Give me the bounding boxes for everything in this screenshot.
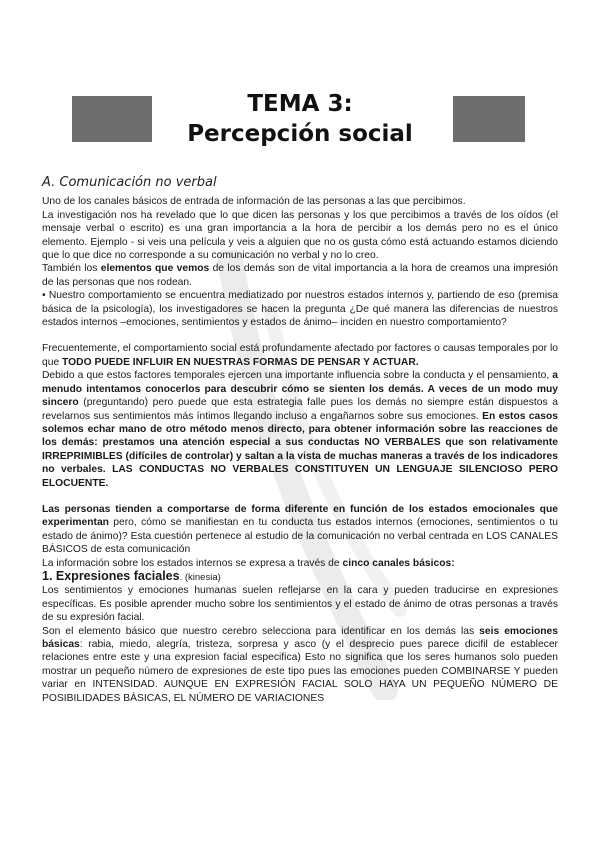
text-run: Frecuentemente, el comportamiento social está profundamente afectado por factores o causas temporales por lo que (42, 343, 558, 368)
text-run: También los (42, 263, 101, 275)
subsection-title: 1. Expresiones faciales (42, 568, 180, 583)
bold-text: cinco canales básicos: (342, 557, 455, 569)
text-run: pero, cómo se manifiestan en tu conducta tus estados internos (emociones, sentimientos o tu estado de ánimo)? Esta cuestión pertenece al estudio de la comunicación no verbal centrada en LOS CANALES BÁSICOS de esta comunicación (42, 517, 558, 556)
paragraph (42, 503, 558, 557)
paragraph: Los sentimientos y emociones humanas suelen reflejarse en la cara y pueden traducirse en expresiones específicas. Es posible aprender mucho sobre los sentimientos y el estado de ánimo de otras personas a través de su expresión facial. (42, 585, 558, 624)
paragraph (42, 369, 558, 490)
page-title-line1: TEMA 3: (247, 91, 353, 117)
bold-text: TODO PUEDE INFLUIR EN NUESTRAS FORMAS DE PENSAR Y ACTUAR. (62, 356, 419, 368)
subsection-note: . (kinesia) (179, 571, 221, 583)
text-run: : rabia, miedo, alegría, tristeza, sorpresa y asco (y el desprecio pues parece dicifil de establecer relaciones entre este y una expresion facial especifica) Esto no significa que los seres humanos solo pueden mostrar un pequeño número de expresiones de este tipo pues las emociones pueden COMBINARSE Y pueden variar en INTENSIDAD. AUNQUE EN EXPRESIÓN FACIAL SOLO HAYA UN PEQUEÑO NÚMERO DE POSIBILIDADES BÁSICAS, EL NÚMERO DE VARIACIONES (42, 639, 558, 704)
paragraph (42, 557, 558, 570)
spacer (42, 490, 558, 503)
bold-text: a menudo intentamos conocerlos para descubrir cómo se sienten los demás. A veces de un modo muy sincero (42, 370, 558, 409)
bold-text: seis emociones básicas (42, 625, 558, 650)
paragraph (42, 625, 558, 705)
spacer (42, 329, 558, 342)
paragraph (42, 342, 558, 369)
text-run: Debido a que estos factores temporales ejercen una importante influencia sobre la conducta y el pensamiento, (42, 370, 553, 382)
text-run: La información sobre los estados internos se expresa a través de (42, 557, 343, 569)
text-run: de los demás son de vital importancia a la hora de creamos una impresión de las personas que nos rodean. (42, 263, 558, 288)
page-title-line2: Percepción social (187, 121, 413, 147)
bold-text: Las personas tienden a comportarse de forma diferente en función de los estados emocionales que experimentan (42, 503, 558, 529)
section-heading: A. Comunicación no verbal (42, 175, 217, 190)
subsection-heading (42, 570, 558, 584)
paragraph (42, 262, 558, 289)
paragraph: Uno de los canales básicos de entrada de información de las personas a las que percibimos. (42, 196, 466, 208)
paragraph: • Nuestro comportamiento se encuentra mediatizado por nuestros estados internos y, partiendo de eso (premisa básica de la psicología), los investigadores se hacen la pregunta ¿De qué manera las diferencias de nuestros estados internos –emociones, sentimientos y estados de ánimo– inciden en nuestro comportamiento? (42, 290, 558, 329)
bold-text: elementos que vemos (100, 263, 210, 275)
document-body (42, 176, 558, 705)
bold-text: En estos casos solemos echar mano de otro método menos directo, para obtener información sobre las reacciones de los demás: prestamos una atención especial a sus conductas NO VERBALES que son relativamente IRREPRIMIBLES (difíciles de controlar) y saltan a la vista de muchas maneras a través de los indicadores no verbales. LAS CONDUCTAS NO VERBALES CONSTITUYEN UN LENGUAJE SILENCIOSO PERO ELOCUENTE. (42, 410, 558, 489)
paragraph: La investigación nos ha revelado que lo que dicen las personas y los que percibimos a través de los oídos (el mensaje verbal o escrito) es una gran importancia a la hora de percibir a los demás pero no es el único elemento. Ejemplo - si veis una película y veis a alguien que no os gusta cómo está actuando estamos diciendo que lo que dice no corresponde a su comunicación no verbal y no lo creo. (42, 209, 558, 262)
text-run: Son el elemento básico que nuestro cerebro selecciona para identificar en los demás las (42, 625, 480, 637)
text-run: (preguntando) pero puede que esta estrategia falle pues los demás no siempre están dispuestos a revelarnos sus sentimientos más íntimos llegando incluso a engañarnos sobre sus emociones. (42, 397, 558, 422)
